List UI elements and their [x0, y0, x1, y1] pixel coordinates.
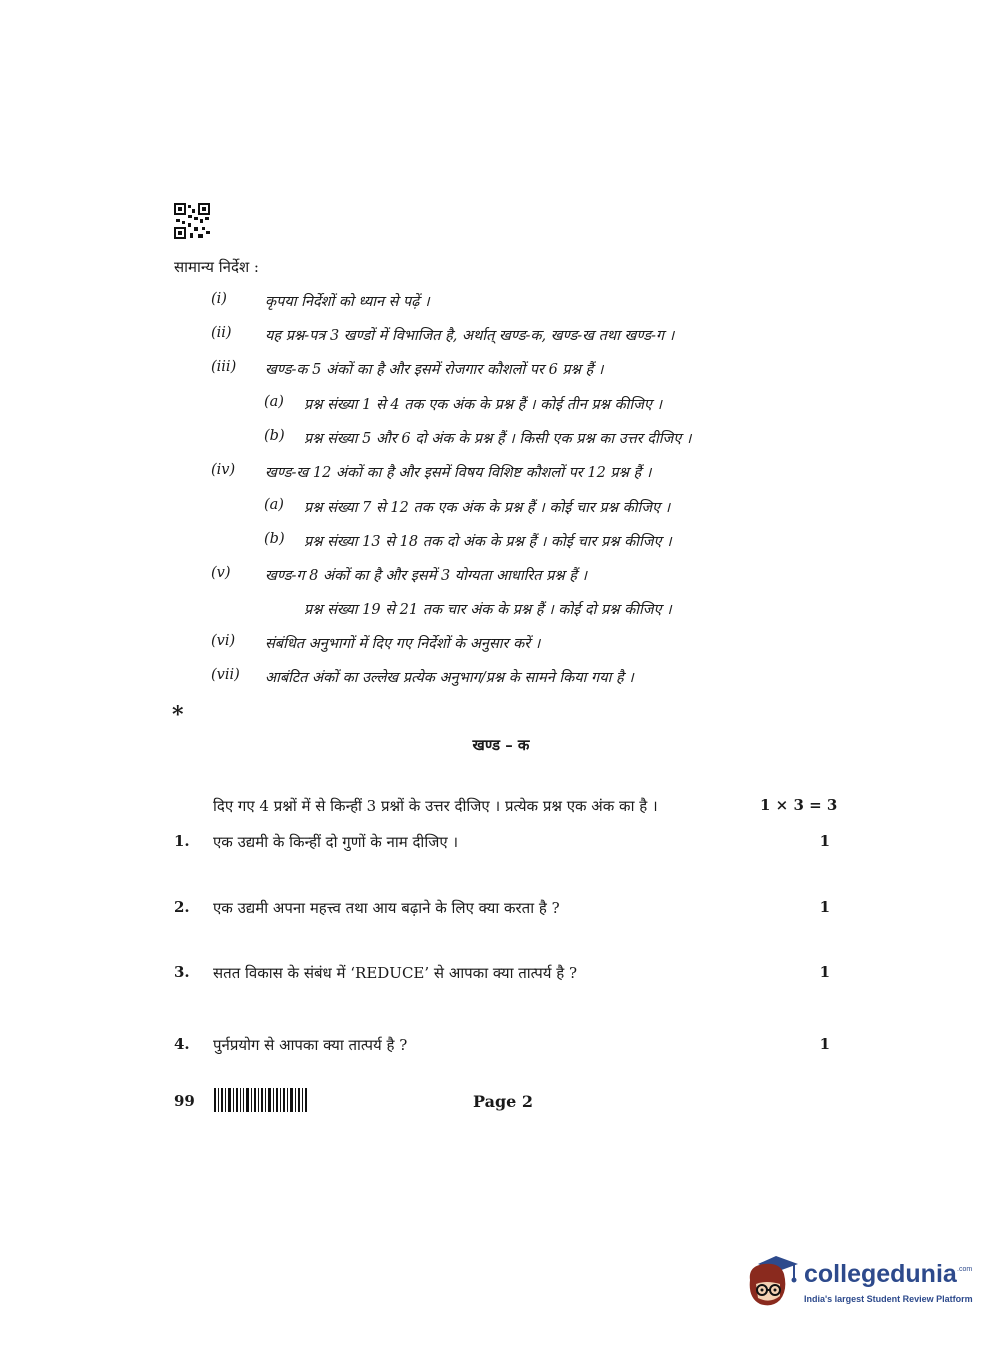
question-marks: 1 — [819, 1035, 830, 1053]
barcode-icon — [214, 1088, 308, 1112]
logo-brand: collegedunia — [804, 1260, 957, 1288]
qr-code-icon — [174, 203, 210, 239]
section-title: खण्ड – क — [472, 736, 530, 754]
page-number: Page 2 — [473, 1092, 534, 1111]
question-number: 1. — [174, 832, 190, 850]
question-text: सतत विकास के संबंध में ‘REDUCE’ से आपका क्या तात्पर्य है ? — [213, 964, 578, 982]
logo-tagline: India's largest Student Review Platform — [804, 1294, 973, 1304]
question-text: पुर्नप्रयोग से आपका क्या तात्पर्य है ? — [213, 1036, 408, 1054]
section-intro: दिए गए 4 प्रश्नों में से किन्हीं 3 प्रश्नों के उत्तर दीजिए । प्रत्येक प्रश्न एक अंक का है । — [213, 797, 658, 815]
question-marks: 1 — [819, 832, 830, 850]
paper-code: 99 — [174, 1092, 195, 1110]
logo-domain: .com — [957, 1266, 973, 1273]
question-number: 4. — [174, 1035, 190, 1053]
question-marks: 1 — [819, 963, 830, 981]
mascot-icon — [744, 1250, 802, 1314]
question-text: एक उद्यमी अपना महत्त्व तथा आय बढ़ाने के लिए क्या करता है ? — [213, 899, 560, 917]
section-marks: 1 × 3 = 3 — [760, 796, 838, 814]
general-instructions-heading: सामान्य निर्देश : — [174, 258, 259, 276]
question-number: 3. — [174, 963, 190, 981]
collegedunia-logo[interactable] — [744, 1250, 973, 1314]
question-number: 2. — [174, 898, 190, 916]
star-mark: * — [172, 702, 184, 728]
question-marks: 1 — [819, 898, 830, 916]
question-text: एक उद्यमी के किन्हीं दो गुणों के नाम दीजिए । — [213, 833, 459, 851]
